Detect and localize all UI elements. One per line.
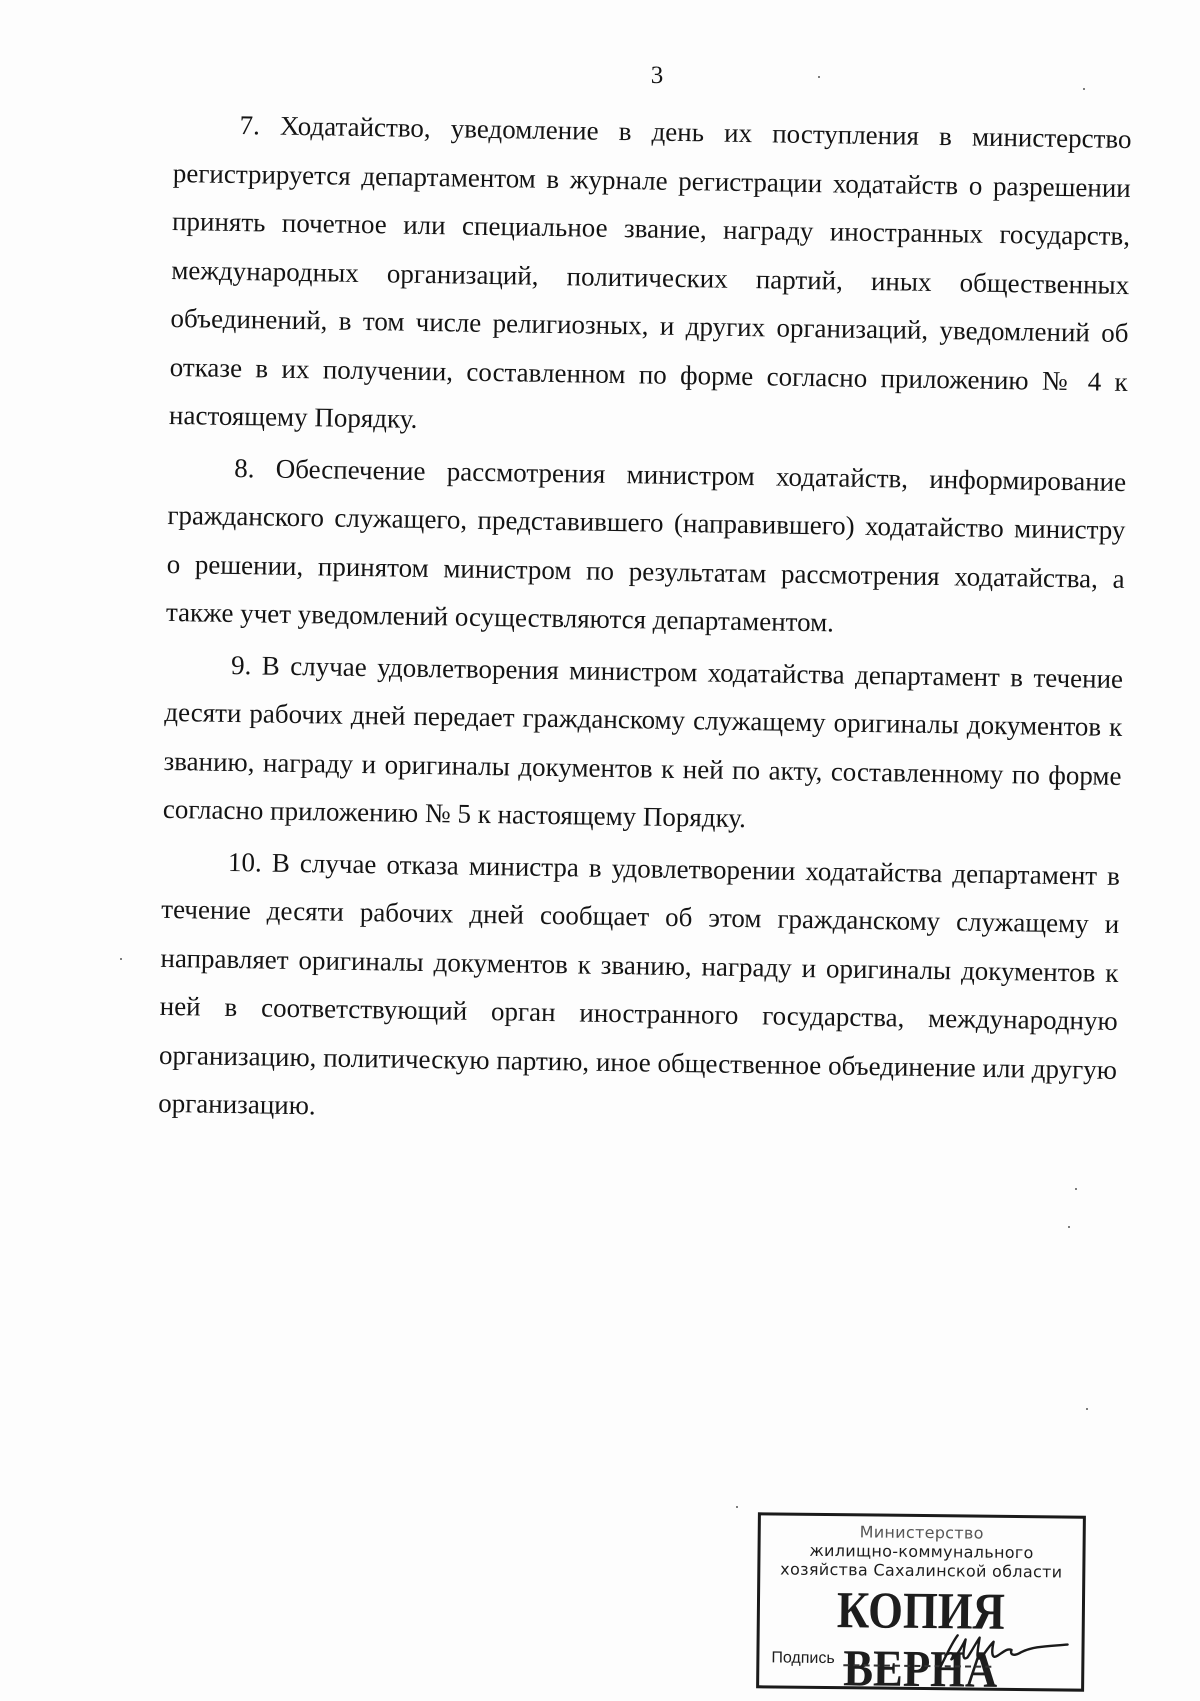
scan-speck: [1086, 1408, 1088, 1410]
copy-certified-stamp: [756, 1512, 1086, 1699]
scan-speck: [120, 958, 122, 960]
document-body: [158, 100, 1132, 1145]
scan-speck: [1075, 1188, 1077, 1190]
stamp-title: КОПИЯ ВЕРНА: [836, 1582, 1006, 1699]
paragraph-8: 8. Обеспечение рассмотрения министром ходатайств, информирование гражданского служащего, представившего (направившего) ходатайство министру о решении, принятом министром по результатам рассмотрения ходатайства, а также учет уведомлений осуществляются департаментом.: [165, 452, 1127, 638]
scan-speck: [1068, 1226, 1070, 1228]
stamp-signature-row: [771, 1637, 1071, 1670]
stamp-ministry-line-2: жилищно-коммунального: [809, 1540, 1034, 1563]
paragraph-10: 10. В случае отказа министра в удовлетворении ходатайства департамент в течение десяти рабочих дней сообщает об этом гражданскому служащему и направляет оригиналы документов к званию, награду и оригиналы документов к ней в соответствующий орган иностранного государства, международную организацию, политическую партию, иное общественное объединение или другую организацию.: [158, 846, 1121, 1121]
scan-speck: [818, 76, 820, 78]
handwritten-signature: [921, 1629, 1071, 1675]
scan-speck: [1083, 88, 1085, 90]
paragraph-9: 9. В случае удовлетворения министром ходатайства департамент в течение десяти рабочих дней передает гражданскому служащему оригиналы документов к званию, награду и оригиналы документов к ней по акту, составленному по форме согласно приложению № 5 к настоящему Порядку.: [162, 649, 1124, 834]
paragraph-7: 7. Ходатайство, уведомление в день их поступления в министерство регистрируется департаментом в журнале регистрации ходатайств о разрешении принять почетное или специальное звание, награду иностранных государств, международных организаций, политических партий, иных общественных объединений, в том числе религиозных, и других организаций, уведомлений об отказе в их получении, составленном по форме согласно приложению № 4 к настоящему Порядку.: [168, 110, 1132, 434]
signature-label: Подпись: [771, 1649, 835, 1668]
scan-speck: [736, 1506, 738, 1508]
stamp-ministry-line: Министерство: [859, 1522, 984, 1543]
stamp-region-line: хозяйства Сахалинской области: [780, 1559, 1063, 1582]
page-number: 3: [650, 62, 664, 89]
